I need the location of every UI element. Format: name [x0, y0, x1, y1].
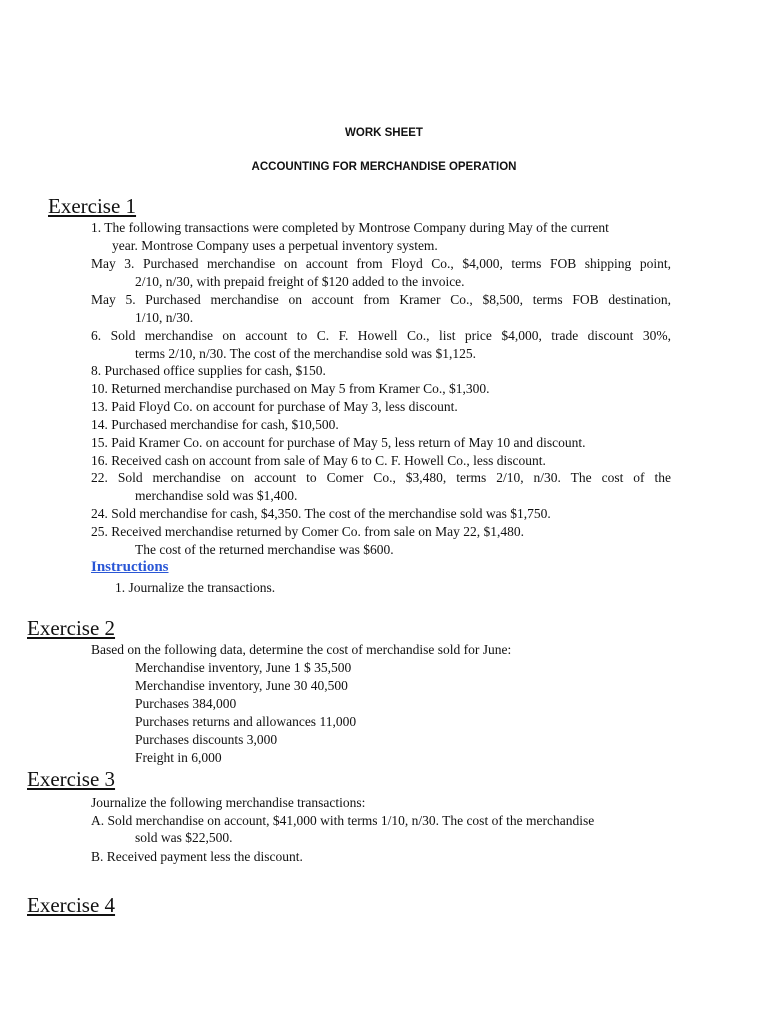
exercise-3-item-a: A. Sold merchandise on account, $41,000 with terms 1/10, n/30. The cost of the merchandise	[91, 813, 595, 828]
exercise-1-intro-line-2: year. Montrose Company uses a perpetual inventory system.	[112, 238, 438, 253]
data-item: Purchases returns and allowances 11,000	[135, 714, 357, 729]
transaction-line: 16. Received cash on account from sale of May 6 to C. F. Howell Co., less discount.	[91, 453, 546, 468]
transaction-line: 25. Received merchandise returned by Comer Co. from sale on May 22, $1,480.	[91, 524, 525, 539]
instructions-heading: Instructions	[91, 559, 169, 575]
data-item: Merchandise inventory, June 30 40,500	[135, 678, 348, 693]
transaction-line: terms 2/10, n/30. The cost of the merchandise sold was $1,125.	[135, 346, 476, 361]
transaction-line: 22. Sold merchandise on account to Comer Co., $3,480, terms 2/10, n/30. The cost of the	[91, 470, 671, 485]
data-item: Purchases 384,000	[135, 696, 237, 711]
transaction-line: May 5. Purchased merchandise on account from Kramer Co., $8,500, terms FOB destination,	[91, 292, 671, 307]
transaction-line: 15. Paid Kramer Co. on account for purchase of May 5, less return of May 10 and discount.	[91, 435, 586, 450]
transaction-line: The cost of the returned merchandise was $600.	[135, 542, 394, 557]
transaction-line: 24. Sold merchandise for cash, $4,350. The cost of the merchandise sold was $1,750.	[91, 506, 551, 521]
exercise-2-title: Exercise 2	[27, 616, 116, 640]
transaction-line: 10. Returned merchandise purchased on May 5 from Kramer Co., $1,300.	[91, 381, 490, 396]
exercise-4-title: Exercise 4	[27, 893, 116, 917]
exercise-3-title: Exercise 3	[27, 767, 116, 791]
data-item: Freight in 6,000	[135, 750, 222, 765]
exercise-3-intro: Journalize the following merchandise transactions:	[91, 795, 366, 810]
exercise-2-intro: Based on the following data, determine the cost of merchandise sold for June:	[91, 642, 512, 657]
data-item: Purchases discounts 3,000	[135, 732, 278, 747]
transaction-line: 14. Purchased merchandise for cash, $10,500.	[91, 417, 339, 432]
exercise-3-item-b: B. Received payment less the discount.	[91, 849, 303, 864]
transaction-line: 1/10, n/30.	[135, 310, 194, 325]
exercise-3-item-a-continued: sold was $22,500.	[135, 830, 233, 845]
transaction-line: 8. Purchased office supplies for cash, $150.	[91, 363, 326, 378]
transaction-line: 6. Sold merchandise on account to C. F. Howell Co., list price $4,000, trade discount 30%,	[91, 328, 671, 343]
exercise-1-title: Exercise 1	[48, 194, 137, 218]
data-item: Merchandise inventory, June 1 $ 35,500	[135, 660, 352, 675]
instructions-item: 1. Journalize the transactions.	[115, 580, 276, 595]
transaction-line: 13. Paid Floyd Co. on account for purchase of May 3, less discount.	[91, 399, 458, 414]
worksheet-title: WORK SHEET	[345, 127, 423, 139]
worksheet-subtitle: ACCOUNTING FOR MERCHANDISE OPERATION	[251, 161, 517, 173]
transaction-line: May 3. Purchased merchandise on account from Floyd Co., $4,000, terms FOB shipping point,	[91, 256, 671, 271]
exercise-1-intro-line-1: 1. The following transactions were completed by Montrose Company during May of the current	[91, 220, 609, 235]
transaction-line: 2/10, n/30, with prepaid freight of $120 added to the invoice.	[135, 274, 465, 289]
transaction-line: merchandise sold was $1,400.	[135, 488, 298, 503]
